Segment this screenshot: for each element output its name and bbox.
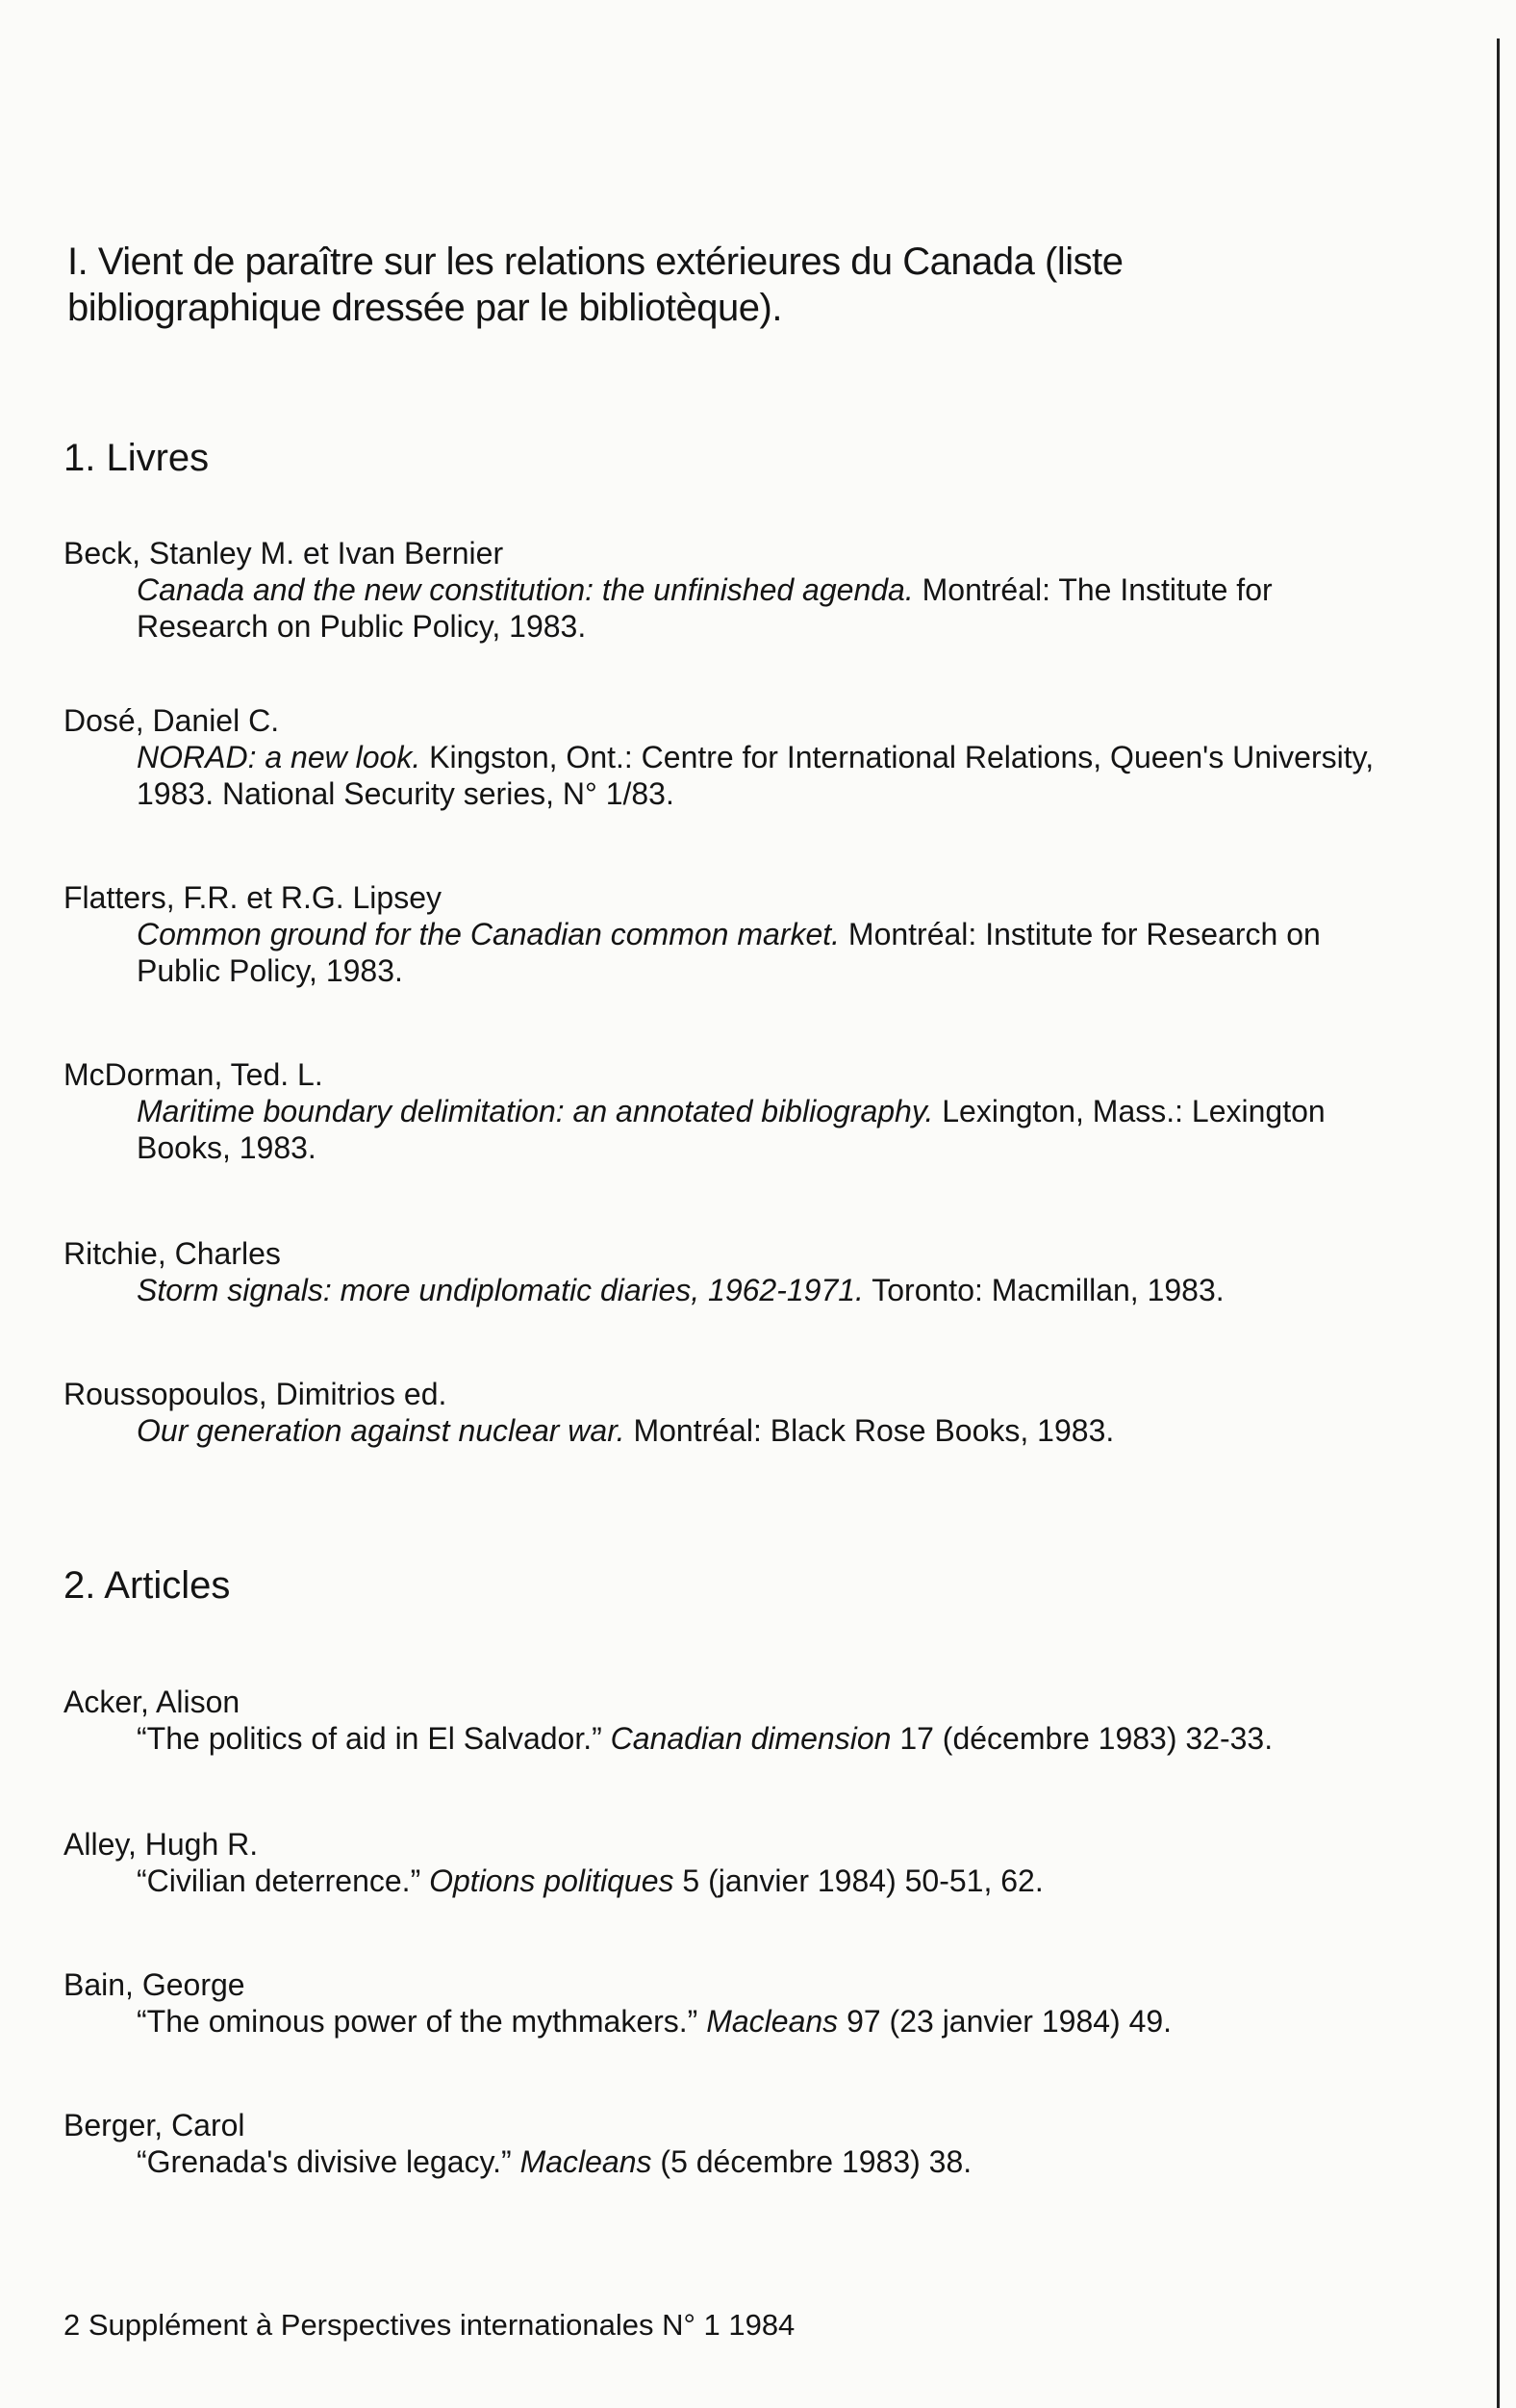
article-issue: 17 (décembre 1983) 32-33. — [891, 1721, 1274, 1756]
book-author: Dosé, Daniel C. — [63, 703, 280, 738]
article-citation — [63, 2143, 1381, 2180]
book-publication: Kingston, Ont.: Centre for International Relations, Queen's University, 1983. National Security series, N° 1/83. — [137, 740, 1375, 811]
section-title-articles: 2. Articles — [63, 1564, 231, 1607]
article-journal: Macleans — [706, 2004, 839, 2039]
book-title: Storm signals: more undiplomatic diaries, 1962-1971. — [137, 1273, 864, 1307]
article-title: “The ominous power of the mythmakers.” — [137, 2004, 707, 2039]
page-heading: I. Vient de paraître sur les relations extérieures du Canada (liste bibliographique dressée par le bibliotèque). — [67, 241, 1124, 329]
book-title: Our generation against nuclear war. — [137, 1413, 625, 1448]
page-footer: 2 Supplément à Perspectives internationales N° 1 1984 — [63, 2308, 796, 2342]
book-publication: Montréal: Black Rose Books, 1983. — [624, 1413, 1115, 1448]
book-entry — [63, 879, 1381, 989]
article-journal: Options politiques — [429, 1863, 674, 1898]
article-citation — [63, 2003, 1381, 2040]
book-author: Roussopoulos, Dimitrios ed. — [63, 1377, 447, 1411]
article-title: “Grenada's divisive legacy.” — [137, 2144, 520, 2179]
article-issue: 5 (janvier 1984) 50-51, 62. — [673, 1863, 1044, 1898]
page-edge-rule — [1497, 38, 1500, 2408]
book-author: Ritchie, Charles — [63, 1236, 281, 1271]
book-author: Beck, Stanley M. et Ivan Bernier — [63, 536, 504, 570]
book-title: Maritime boundary delimitation: an annotated bibliography. — [137, 1094, 934, 1128]
article-entry — [63, 2107, 1381, 2180]
book-publication: Montréal: The Institute for Research on Public Policy, 1983. — [137, 572, 1273, 644]
book-entry — [63, 1056, 1381, 1166]
article-entry — [63, 1684, 1381, 1757]
book-entry — [63, 535, 1381, 645]
book-title: Common ground for the Canadian common market. — [137, 917, 841, 951]
article-issue: (5 décembre 1983) 38. — [651, 2144, 973, 2179]
book-citation — [63, 1412, 1381, 1449]
article-author: Acker, Alison — [63, 1685, 240, 1719]
book-citation — [63, 571, 1381, 645]
book-citation — [63, 1272, 1381, 1308]
section-title-books: 1. Livres — [63, 437, 210, 479]
book-title: NORAD: a new look. — [137, 740, 421, 774]
book-entry — [63, 1235, 1381, 1308]
article-issue: 97 (23 janvier 1984) 49. — [838, 2004, 1173, 2039]
article-author: Bain, George — [63, 1967, 245, 2002]
article-journal: Macleans — [519, 2144, 652, 2179]
book-publication: Lexington, Mass.: Lexington Books, 1983. — [137, 1094, 1326, 1165]
book-author: Flatters, F.R. et R.G. Lipsey — [63, 880, 442, 915]
article-author: Berger, Carol — [63, 2108, 245, 2142]
article-entry — [63, 1826, 1381, 1899]
article-title: “The politics of aid in El Salvador.” — [137, 1721, 611, 1756]
book-citation — [63, 739, 1381, 812]
article-author: Alley, Hugh R. — [63, 1827, 259, 1862]
book-citation — [63, 916, 1381, 989]
article-title: “Civilian deterrence.” — [137, 1863, 430, 1898]
article-citation — [63, 1863, 1381, 1899]
book-author: McDorman, Ted. L. — [63, 1057, 323, 1092]
article-citation — [63, 1720, 1381, 1757]
book-citation — [63, 1093, 1381, 1166]
article-entry — [63, 1966, 1381, 2040]
book-publication: Toronto: Macmillan, 1983. — [863, 1273, 1225, 1307]
book-entry — [63, 702, 1381, 812]
book-entry — [63, 1376, 1381, 1449]
book-title: Canada and the new constitution: the unfinished agenda. — [137, 572, 914, 607]
book-publication: Montréal: Institute for Research on Public Policy, 1983. — [137, 917, 1321, 988]
article-journal: Canadian dimension — [610, 1721, 892, 1756]
